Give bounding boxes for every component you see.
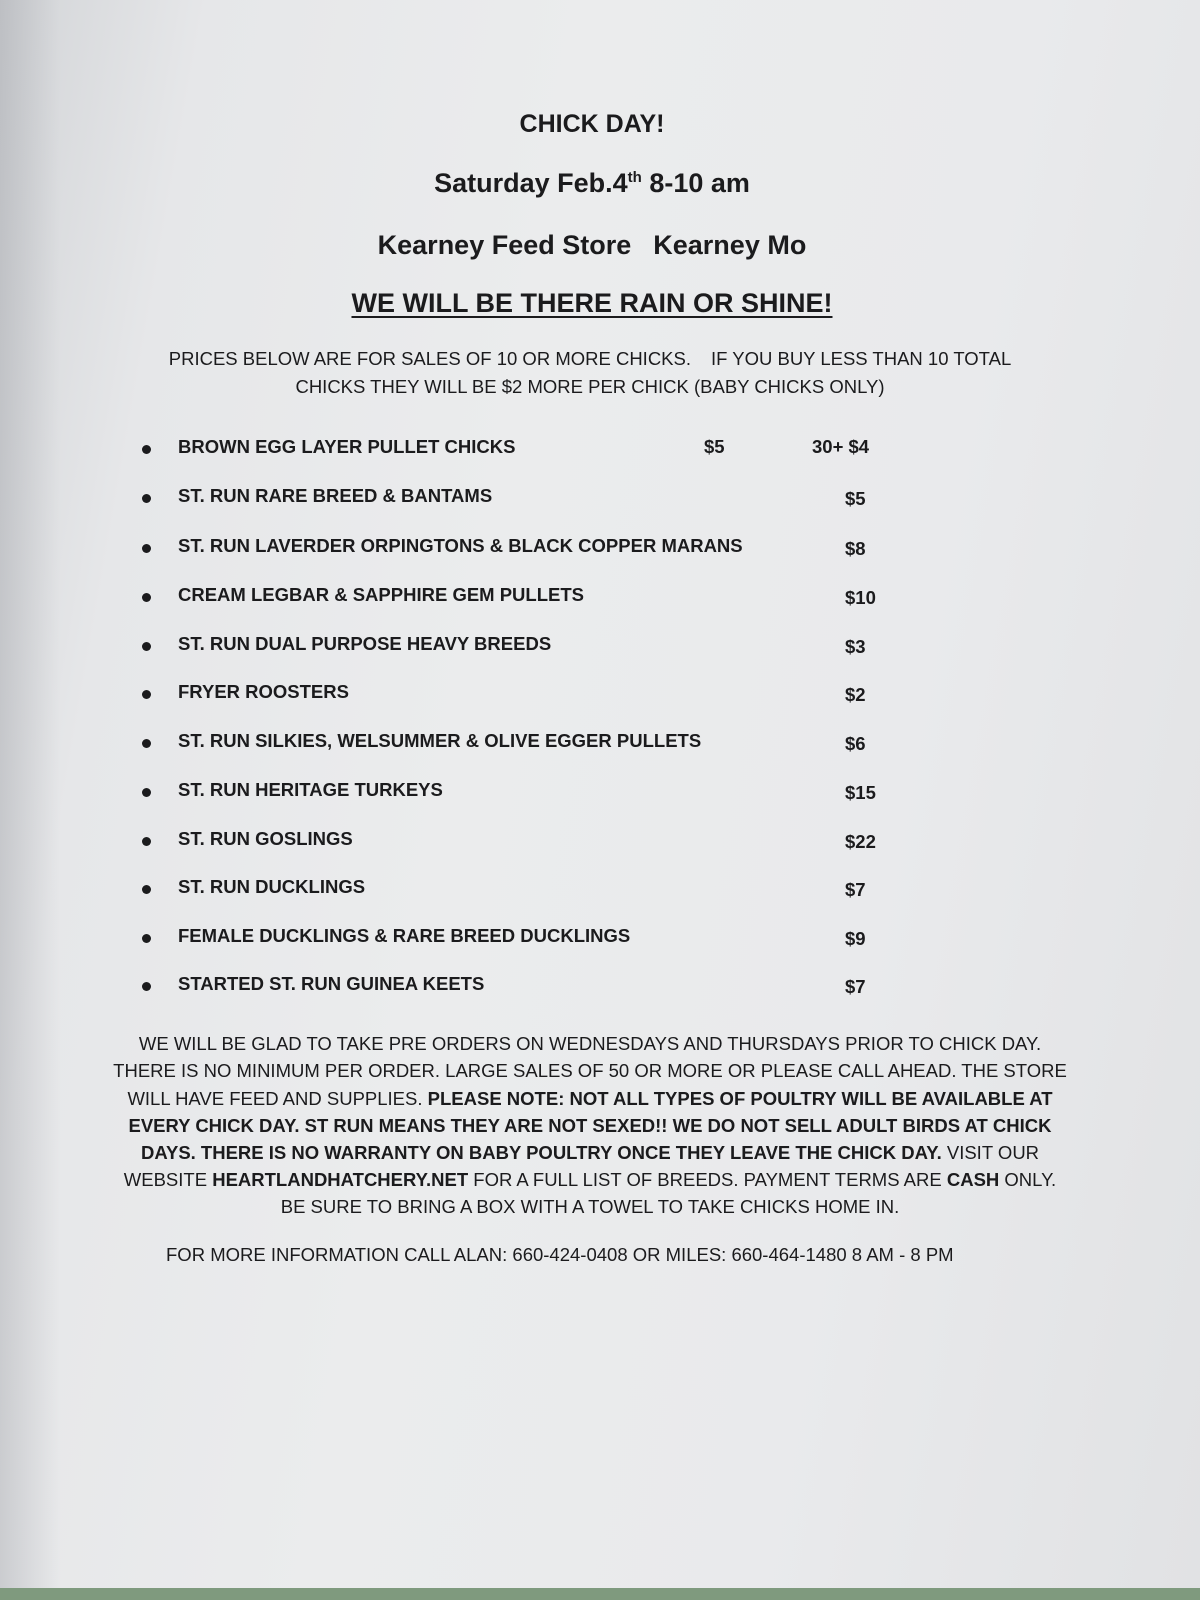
footer-line-5-b: VISIT OUR <box>941 1142 1040 1163</box>
event-time: 8-10 am <box>641 168 750 198</box>
bullet-icon <box>142 739 151 748</box>
footer-line-2: THERE IS NO MINIMUM PER ORDER. LARGE SALES OF 50 OR MORE OR PLEASE CALL AHEAD. THE STORE <box>113 1060 1067 1081</box>
footer-line-6-c: FOR A FULL LIST OF BREEDS. PAYMENT TERMS ARE <box>468 1169 947 1190</box>
price-list-item <box>0 681 1200 707</box>
item-name: ST. RUN HERITAGE TURKEYS <box>178 779 443 800</box>
item-name: BROWN EGG LAYER PULLET CHICKS <box>178 436 516 457</box>
item-price: $9 <box>845 928 866 949</box>
item-price: $5 <box>704 436 725 457</box>
footer-line-7: BE SURE TO BRING A BOX WITH A TOWEL TO TAKE CHICKS HOME IN. <box>280 1196 900 1217</box>
footer-line-5-note: DAYS. THERE IS NO WARRANTY ON BABY POULTRY ONCE THEY LEAVE THE CHICK DAY. <box>140 1142 942 1163</box>
location-city: Kearney Mo <box>653 230 807 260</box>
item-price: $7 <box>845 879 866 900</box>
price-list-item <box>0 973 1200 999</box>
bullet-icon <box>142 494 151 503</box>
footer-line-6 <box>0 1169 1190 1191</box>
website-url: HEARTLANDHATCHERY.NET <box>212 1169 469 1190</box>
payment-cash: CASH <box>946 1169 1000 1190</box>
bullet-icon <box>142 885 151 894</box>
item-price: $6 <box>845 733 866 754</box>
item-price: $5 <box>845 488 866 509</box>
price-list-item <box>0 876 1200 902</box>
contact-info: FOR MORE INFORMATION CALL ALAN: 660-424-0408 OR MILES: 660-464-1480 8 AM - 8 PM <box>166 1244 954 1265</box>
item-name: ST. RUN DUCKLINGS <box>178 876 366 897</box>
footer-line-3 <box>0 1088 1190 1110</box>
pricing-notice-part-a: PRICES BELOW ARE FOR SALES OF 10 OR MORE CHICKS. <box>168 348 691 369</box>
bullet-icon <box>142 642 151 651</box>
item-name: ST. RUN LAVERDER ORPINGTONS & BLACK COPPER MARANS <box>178 535 743 556</box>
item-price: $15 <box>845 782 876 803</box>
item-bulk-price: 30+ $4 <box>812 436 870 457</box>
bullet-icon <box>142 982 151 991</box>
footer-line-6-e: ONLY. <box>999 1169 1057 1190</box>
item-name: FEMALE DUCKLINGS & RARE BREED DUCKLINGS <box>178 925 631 946</box>
bullet-icon <box>142 544 151 553</box>
background-surface <box>0 1588 1200 1600</box>
bullet-icon <box>142 837 151 846</box>
footer-line-1: WE WILL BE GLAD TO TAKE PRE ORDERS ON WEDNESDAYS AND THURSDAYS PRIOR TO CHICK DAY. <box>138 1033 1042 1054</box>
flyer-title: CHICK DAY! <box>519 110 665 138</box>
item-price: $7 <box>845 976 866 997</box>
price-list-item <box>0 779 1200 805</box>
price-list-item <box>0 730 1200 756</box>
footer-line-4-note: EVERY CHICK DAY. ST RUN MEANS THEY ARE NOT SEXED!! WE DO NOT SELL ADULT BIRDS AT CHICK <box>128 1115 1052 1136</box>
bullet-icon <box>142 593 151 602</box>
price-list-item <box>0 535 1200 561</box>
bullet-icon <box>142 934 151 943</box>
pricing-notice-line-2: CHICKS THEY WILL BE $2 MORE PER CHICK (BABY CHICKS ONLY) <box>295 376 885 397</box>
price-list-item <box>0 584 1200 610</box>
event-date-suffix: th <box>627 169 642 186</box>
item-name: CREAM LEGBAR & SAPPHIRE GEM PULLETS <box>178 584 584 605</box>
item-price: $3 <box>845 636 866 657</box>
item-price: $8 <box>845 538 866 559</box>
item-name: STARTED ST. RUN GUINEA KEETS <box>178 973 485 994</box>
item-name: FRYER ROOSTERS <box>178 681 349 702</box>
bullet-icon <box>142 445 151 454</box>
price-list-item <box>0 633 1200 659</box>
item-name: ST. RUN RARE BREED & BANTAMS <box>178 485 493 506</box>
item-name: ST. RUN SILKIES, WELSUMMER & OLIVE EGGER PULLETS <box>178 730 702 751</box>
price-list-item <box>0 828 1200 854</box>
footer-line-6-a: WEBSITE <box>123 1169 213 1190</box>
item-price: $22 <box>845 831 876 852</box>
footer-line-3-note: PLEASE NOTE: NOT ALL TYPES OF POULTRY WILL BE AVAILABLE AT <box>427 1088 1053 1109</box>
bullet-icon <box>142 690 151 699</box>
banner-text: WE WILL BE THERE RAIN OR SHINE! <box>351 288 833 318</box>
price-list-item <box>0 436 1200 462</box>
price-list-item <box>0 485 1200 511</box>
footer-line-4 <box>0 1115 1190 1137</box>
pricing-notice-part-b: IF YOU BUY LESS THAN 10 TOTAL <box>711 348 1012 369</box>
item-name: ST. RUN GOSLINGS <box>178 828 353 849</box>
item-price: $2 <box>845 684 866 705</box>
bullet-icon <box>142 788 151 797</box>
footer-line-5 <box>0 1142 1190 1164</box>
price-list-item <box>0 925 1200 951</box>
location-store: Kearney Feed Store <box>377 230 632 260</box>
item-name: ST. RUN DUAL PURPOSE HEAVY BREEDS <box>178 633 552 654</box>
footer-line-3-a: WILL HAVE FEED AND SUPPLIES. <box>127 1088 428 1109</box>
event-date-day: Saturday Feb.4 <box>434 168 628 198</box>
item-price: $10 <box>845 587 876 608</box>
